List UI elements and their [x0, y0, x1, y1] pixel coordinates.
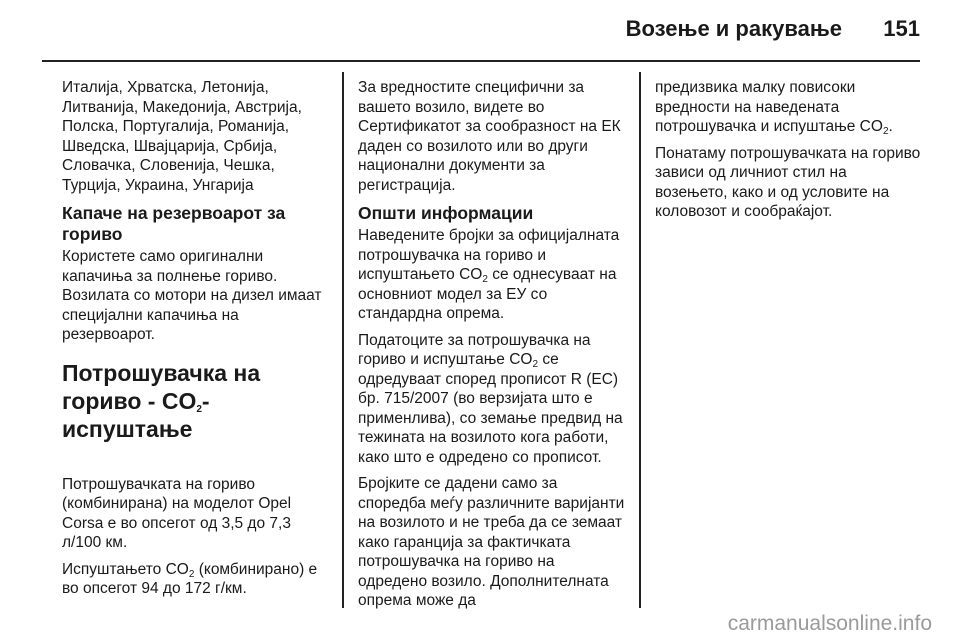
paragraph-emission: Испуштањето $CO_2$ (комбинирано) е во опсегот 94 до 172 г/км. [62, 560, 318, 597]
column-2 [358, 78, 626, 618]
page-header [0, 0, 960, 62]
paragraph-regulation: Податоците за потрошувачка на гориво и испуштање $CO_2$ се одредуваат според прописот R (EC) бр. 715/2007 (во верзијата што е применлива), со земање предвид на тежината на возилото кога работи, како што е одредено со прописот. [358, 331, 623, 466]
paragraph-fuel-cap: Користете само оригинални капачиња за полнење гориво. Возилата со мотори на дизел имаат специјални капачиња на резервоарот. [62, 248, 322, 343]
column-divider-1 [342, 72, 344, 608]
paragraph-certificate: За вредностите специфични за вашето возило, видете во Сертификатот за сообразност на ЕК даден со возилото или во други национални документи за регистрација. [358, 79, 621, 194]
country-list: Италија, Хрватска, Летонија, Литванија, Македонија, Австрија, Полска, Португалија, Романија, Шведска, Швајцарија, Србија, Словачка, Словенија, Чешка, Турција, Украина, Унгарија [62, 79, 302, 194]
paragraph-higher-values: предизвика малку повисоки вредности на наведената потрошувачка и испуштање $CO_2$. [655, 79, 893, 137]
heading-general-info: Општи информации [358, 203, 534, 223]
paragraph-comparison: Бројките се дадени само за споредба меѓу различните варијанти на возилото и не треба да се земаат како гаранција за фактичката потрошувачка на гориво на одредено возило. Дополнителната опрема може да [358, 475, 625, 609]
heading-fuel-consumption: Потрошувачка на гориво - $CO_2$-испуштање [62, 359, 261, 442]
column-3 [655, 78, 923, 229]
column-divider-2 [639, 72, 641, 608]
page-number: 151 [883, 16, 920, 41]
header-rule [42, 60, 920, 62]
heading-fuel-cap: Капаче на резервоарот за гориво [62, 203, 286, 244]
header-title: Возење и ракување [625, 16, 842, 41]
spacer [62, 443, 330, 475]
paragraph-official-figures: Наведените бројки за официјалната потрошувачка на гориво и испуштањето $CO_2$ се однесуваат на основниот модел за ЕУ со стандардна опрема. [358, 227, 620, 322]
column-1 [62, 78, 330, 606]
watermark: carmanualsonline.info [727, 612, 932, 635]
paragraph-driving-style: Понатаму потрошувачката на гориво зависи од личниот стил на возењето, како и од условите на коловозот и сообраќајот. [655, 144, 921, 220]
paragraph-consumption: Потрошувачката на гориво (комбинирана) на моделот Opel Corsa е во опсегот од 3,5 до 7,3 л/100 км. [62, 475, 292, 551]
